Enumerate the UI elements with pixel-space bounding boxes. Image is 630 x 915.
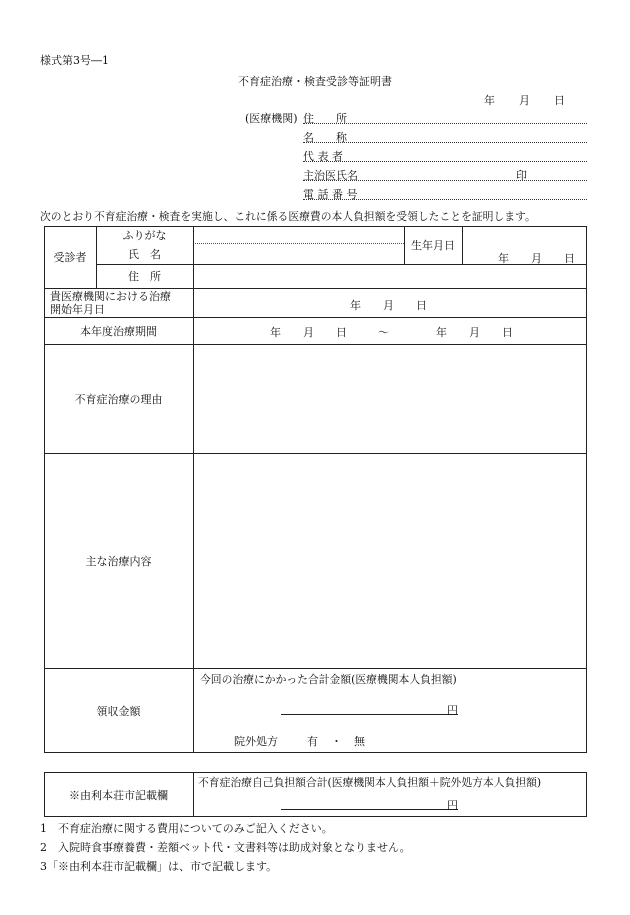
outside-prescription-label: 院外処方 — [234, 735, 278, 748]
birth-date-label: 生年月日 — [411, 239, 455, 252]
city-total-amount-input[interactable] — [281, 797, 458, 810]
note-2: 2 入院時食事療養費・差額ベット代・文書料等は助成対象となりません。 — [40, 841, 411, 854]
city-use-description: 不育症治療自己負担額合計(医療機関本人負担額＋院外処方本人負担額) — [198, 776, 542, 789]
institution-address-label: 住 所 — [303, 112, 347, 125]
institution-representative-line[interactable] — [303, 148, 587, 162]
treatment-period-label: 本年度治療期間 — [80, 324, 157, 338]
form-number: 様式第3号―1 — [40, 54, 109, 67]
treatment-period-from[interactable]: 年 月 日 — [270, 326, 347, 339]
seal-mark: 印 — [516, 169, 527, 182]
receipt-yen: 円 — [447, 704, 458, 717]
institution-representative-label: 代 表 者 — [303, 150, 343, 163]
institution-doctor-line[interactable] — [303, 167, 587, 181]
outside-prescription-yes[interactable]: 有 — [307, 735, 318, 748]
institution-name-line[interactable] — [303, 129, 587, 143]
institution-prefix: (医療機関) — [245, 112, 298, 125]
receipt-amount-label: 領収金額 — [96, 704, 141, 718]
note-3: 3「※由利本荘市記載欄」は、市で記載します。 — [40, 860, 278, 873]
receipt-amount-input[interactable] — [281, 702, 458, 715]
name-label: 氏 名 — [128, 247, 161, 261]
patient-name-input[interactable] — [194, 244, 403, 263]
treatment-content-input[interactable] — [194, 454, 586, 667]
treatment-start-value[interactable]: 年 月 日 — [350, 299, 427, 312]
reason-label: 不育症治療の理由 — [74, 392, 163, 406]
address-label: 住 所 — [128, 270, 161, 283]
outside-prescription-no[interactable]: 無 — [354, 735, 365, 748]
furigana-label: ふりがな — [122, 228, 167, 242]
city-use-label: ※由利本荘市記載欄 — [69, 788, 168, 802]
outside-prescription-dot: ・ — [331, 735, 342, 748]
city-yen: 円 — [447, 799, 458, 812]
reason-input[interactable] — [194, 345, 586, 452]
treatment-period-to[interactable]: 年 月 日 — [436, 326, 513, 339]
institution-name-label: 名 称 — [303, 131, 347, 144]
treatment-period-separator: ～ — [378, 326, 389, 339]
patient-label: 受診者 — [53, 251, 87, 264]
patient-address-input[interactable] — [194, 265, 586, 287]
institution-address-line[interactable] — [303, 110, 587, 124]
birth-date-value[interactable]: 年 月 日 — [498, 252, 575, 265]
note-1: 1 不育症治療に関する費用についてのみご記入ください。 — [40, 822, 333, 835]
treatment-content-label: 主な治療内容 — [85, 554, 152, 568]
furigana-input[interactable] — [194, 227, 403, 242]
date-year: 年 — [484, 94, 495, 107]
date-month: 月 — [519, 94, 530, 107]
page-title: 不育症治療・検査受診等証明書 — [238, 75, 392, 88]
institution-doctor-label: 主治医氏名 — [303, 169, 358, 182]
treatment-start-label — [50, 290, 171, 316]
institution-phone-label: 電 話 番 号 — [303, 188, 358, 201]
institution-phone-line[interactable] — [303, 186, 587, 200]
date-day: 日 — [554, 94, 565, 107]
treatment-start-label-line2: 開始年月日 — [50, 303, 105, 316]
receipt-description: 今回の治療にかかった合計金額(医療機関本人負担額) — [200, 673, 457, 686]
certification-statement: 次のとおり不育症治療・検査を実施し、これに係る医療費の本人負担額を受領したことを証明します。 — [40, 210, 536, 223]
treatment-start-label-line1: 貴医療機関における治療 — [50, 290, 171, 303]
